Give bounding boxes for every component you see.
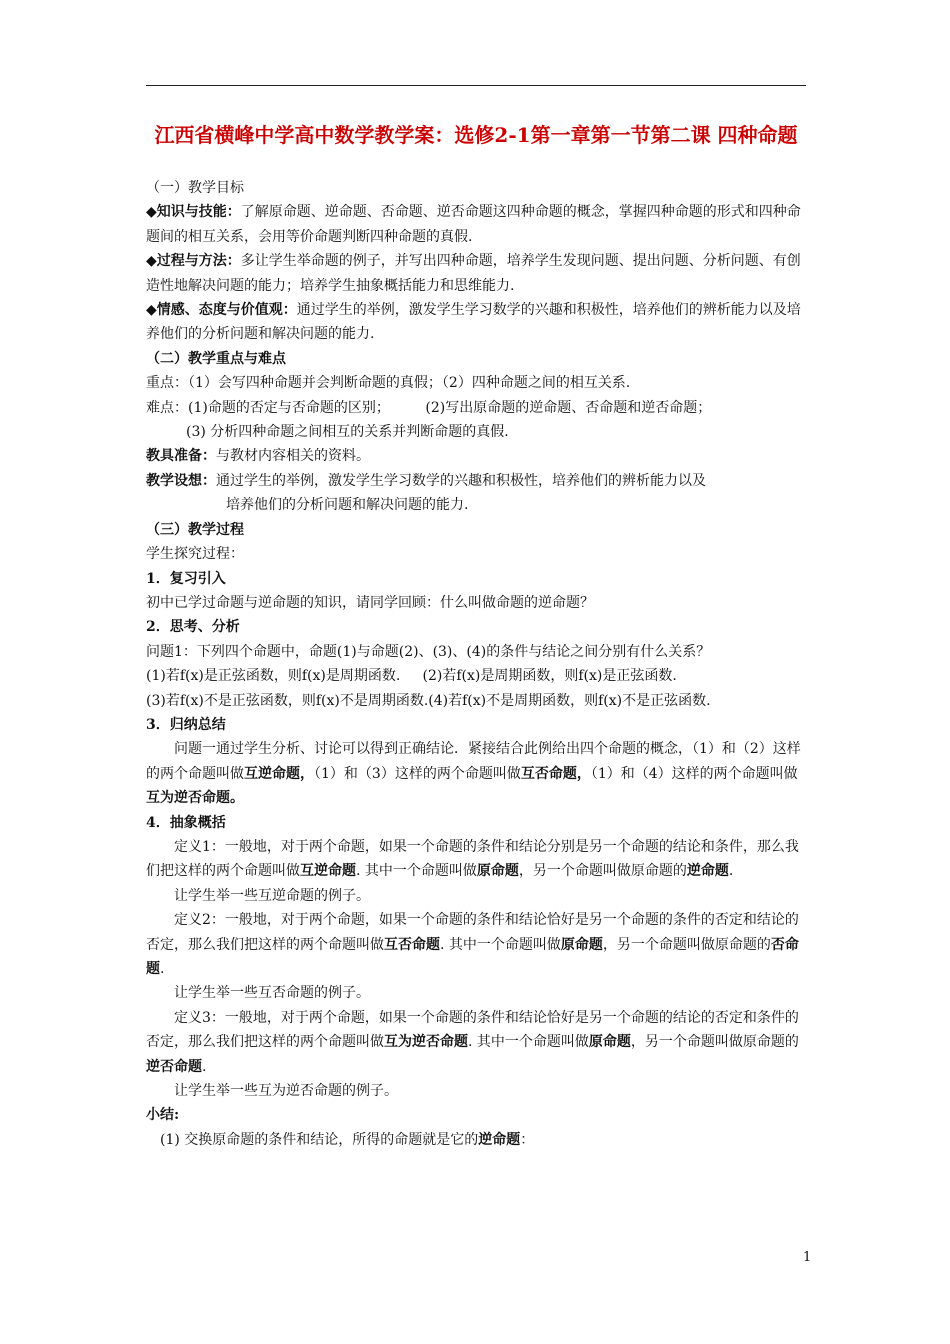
goal-label: ◆情感、态度与价值观： (146, 302, 297, 319)
term: 互否命题， (520, 765, 591, 782)
paragraph: 让学生举一些互为逆否命题的例子。 (174, 1083, 398, 1100)
text: 定义1：一般地，对于两个命题，如果一个命题的条件和结论分别是另一个命题的结论和条件，那么我们把这样的两个命题叫做 (146, 838, 799, 880)
definition (146, 1006, 811, 1079)
term: 否命题 (146, 936, 799, 977)
summary-heading: 小结: (146, 1107, 180, 1124)
document-body (146, 176, 811, 1152)
text: . 其中一个命题叫做 (440, 936, 561, 953)
term: 互为逆否命题。 (146, 790, 244, 807)
text: ，另一个命题叫做原命题的 (602, 936, 771, 953)
paragraph: 让学生举一些互否命题的例子。 (174, 985, 370, 1002)
text: ，另一个命题叫做原命题的 (630, 1034, 799, 1051)
design-text: 培养他们的分析问题和解决问题的能力. (226, 497, 469, 514)
step-heading: 1．复习引入 (146, 570, 226, 587)
term: 逆否命题 (146, 1058, 202, 1075)
paragraph (146, 200, 811, 249)
paragraph (146, 249, 811, 298)
text: ： (520, 1131, 535, 1148)
design-text: 通过学生的举例，激发学生学习数学的兴趣和积极性，培养他们的辨析能力以及 (216, 472, 706, 489)
section-heading: （一）教学目标 (146, 180, 244, 196)
text: （1）和（4）这样的两个命题叫做 (590, 765, 798, 782)
term: 互否命题 (384, 936, 440, 953)
text: 问题一通过学生分析、讨论可以得到正确结论．紧接结合此例给出四个命题的概念，（1）和（2）这样的两个命题叫做 (146, 741, 801, 782)
tools-text: 与教材内容相关的资料。 (216, 448, 370, 465)
step-heading: 3．归纳总结 (146, 716, 226, 733)
paragraph: 问题1：下列四个命题中，命题(1)与命题(2)、(3)、(4)的条件与结论之间分别有什么关系？ (146, 643, 711, 660)
paragraph: 让学生举一些互逆命题的例子。 (174, 887, 370, 904)
term: 互逆命题 (300, 863, 356, 880)
difficulty-line: (3) 分析四种命题之间相互的关系并判断命题的真假. (186, 424, 509, 441)
text: . 其中一个命题叫做 (468, 1034, 589, 1051)
term: 逆命题 (686, 863, 729, 880)
definition (146, 835, 811, 884)
text: 定义2：一般地，对于两个命题，如果一个命题的条件和结论恰好是另一个命题的条件的否定和结论的否定，那么我们把这样的两个命题叫做 (146, 912, 799, 953)
text: (1) 交换原命题的条件和结论，所得的命题就是它的 (160, 1131, 479, 1148)
design-label: 教学设想： (146, 472, 216, 489)
paragraph (146, 298, 811, 347)
goal-label: ◆知识与技能： (146, 204, 241, 221)
proposition-line: (1)若f(x)是正弦函数，则f(x)是周期函数. (2)若f(x)是周期函数，则f(x)是正弦函数. (146, 668, 677, 685)
text: 定义3：一般地，对于两个命题，如果一个命题的条件和结论恰好是另一个命题的结论的否定和条件的否定，那么我们把这样的两个命题叫做 (146, 1009, 799, 1051)
section-heading: （三）教学过程 (146, 521, 244, 538)
paragraph: 学生探究过程： (146, 546, 244, 563)
goal-label: ◆过程与方法： (146, 253, 241, 270)
term: 互逆命题， (244, 765, 314, 782)
paragraph (146, 469, 811, 493)
proposition-line: (3)若f(x)不是正弦函数，则f(x)不是周期函数.(4)若f(x)不是周期函数，则f(x)不是正弦函数. (146, 692, 711, 709)
term: 互为逆否命题 (384, 1034, 468, 1051)
step-heading: 2．思考、分析 (146, 619, 240, 636)
term: 逆命题 (478, 1131, 521, 1148)
paragraph (146, 444, 811, 468)
difficulty-line: 难点：(1)命题的否定与否命题的区别； (2)写出原命题的逆命题、否命题和逆否命题； (146, 399, 712, 416)
goal-text: 了解原命题、逆命题、否命题、逆否命题这四种命题的概念，掌握四种命题的形式和四种命题间的相互关系，会用等价命题判断四种命题的真假. (146, 204, 801, 245)
key-points: 重点：（1）会写四种命题并会判断命题的真假；（2）四种命题之间的相互关系. (146, 375, 631, 392)
text: . (728, 863, 734, 880)
goal-text: 多让学生举命题的例子，并写出四种命题，培养学生发现问题、提出问题、分析问题、有创造性地解决问题的能力；培养学生抽象概括能力和思维能力. (146, 253, 801, 294)
goal-text: 通过学生的举例，激发学生学习数学的兴趣和积极性，培养他们的辨析能力以及培养他们的分析问题和解决问题的能力. (146, 302, 801, 343)
term: 原命题 (588, 1034, 631, 1051)
definition (146, 908, 811, 981)
page-number: 1 (803, 1250, 812, 1265)
text: ，另一个命题叫做原命题的 (518, 863, 687, 880)
header-rule (146, 85, 806, 86)
document-title: 江西省横峰中学高中数学教学案：选修2-1第一章第一节第二课 四种命题 (154, 123, 798, 147)
tools-label: 教具准备： (146, 448, 216, 465)
paragraph: 初中已学过命题与逆命题的知识，请同学回顾：什么叫做命题的逆命题？ (146, 594, 594, 611)
paragraph (146, 737, 811, 810)
summary-item (146, 1128, 811, 1152)
section-heading: （二）教学重点与难点 (146, 350, 286, 367)
text: . 其中一个命题叫做 (356, 863, 477, 880)
term: 原命题 (560, 936, 603, 953)
text: . (202, 1058, 207, 1075)
term: 原命题 (476, 863, 519, 880)
text: . (160, 961, 165, 977)
step-heading: 4．抽象概括 (146, 814, 226, 831)
text: （1）和（3）这样的两个命题叫做 (314, 765, 521, 782)
